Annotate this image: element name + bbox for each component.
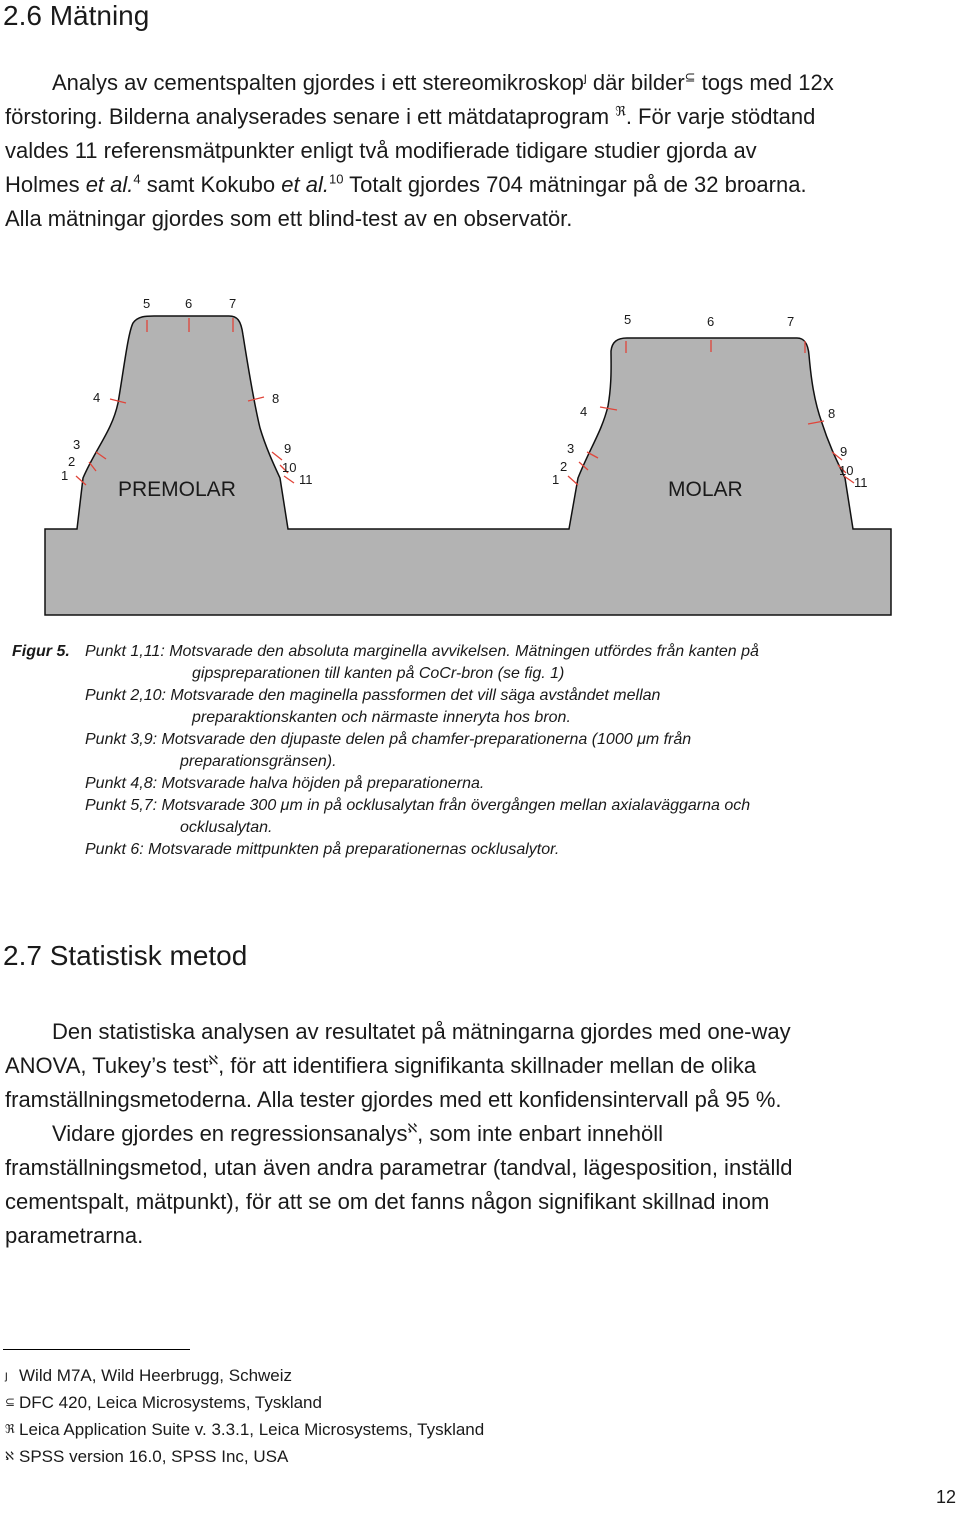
paragraph-line bbox=[5, 168, 945, 202]
point-number-label: 8 bbox=[272, 391, 280, 406]
caption-point-text: Punkt 1,11: Motsvarade den absoluta marginella avvikelsen. Mätningen utfördes från kanten på bbox=[85, 643, 759, 660]
footnote-mark: ⊆ bbox=[5, 1395, 16, 1409]
footnote-text: Leica Application Suite v. 3.3.1, Leica Microsystems, Tyskland bbox=[19, 1420, 485, 1439]
premolar-label: PREMOLAR bbox=[118, 478, 236, 501]
caption-row bbox=[12, 641, 942, 663]
caption-row bbox=[12, 839, 942, 861]
point-number-label: 4 bbox=[93, 390, 101, 405]
paragraph-line bbox=[5, 1083, 945, 1117]
text-run: Alla mätningar gjordes som ett blind-test av en observatör. bbox=[5, 206, 573, 231]
footnote-mark: ℜ bbox=[615, 103, 626, 119]
footnote-item bbox=[5, 1416, 484, 1443]
footnotes bbox=[5, 1362, 484, 1470]
figure-caption bbox=[12, 641, 942, 861]
caption-point-text: Punkt 5,7: Motsvarade 300 μm in på ocklusalytan från övergången mellan axialaväggarna och bbox=[85, 797, 751, 814]
paragraph-statistisk-metod bbox=[5, 1015, 945, 1253]
caption-row bbox=[12, 685, 942, 707]
text-run: framställningsmetoderna. Alla tester gjordes med ett konfidensintervall på 95 %. bbox=[5, 1087, 782, 1112]
measurement-point-marker bbox=[284, 476, 294, 483]
molar-label: MOLAR bbox=[668, 478, 743, 501]
paragraph-line bbox=[5, 100, 945, 134]
paragraph-line bbox=[5, 1117, 945, 1151]
text-run: förstoring. Bilderna analyserades senare i ett mätdataprogram bbox=[5, 104, 616, 129]
footnote-mark: ℜ bbox=[5, 1422, 15, 1436]
footnote-text: Wild M7A, Wild Heerbrugg, Schweiz bbox=[19, 1366, 293, 1385]
point-number-label: 1 bbox=[61, 468, 69, 483]
footnote-text: DFC 420, Leica Microsystems, Tyskland bbox=[19, 1393, 322, 1412]
citation-mark: 4 bbox=[133, 171, 141, 187]
text-run: där bilder bbox=[586, 70, 685, 95]
text-run: cementspalt, mätpunkt), för att se om det fanns någon signifikant skillnad inom bbox=[5, 1189, 770, 1214]
measurement-point-marker bbox=[568, 476, 578, 485]
text-run: parametrarna. bbox=[5, 1223, 144, 1248]
point-number-label: 2 bbox=[560, 459, 568, 474]
text-run: ANOVA, Tukey’s test bbox=[5, 1053, 209, 1078]
text-run: framställningsmetod, utan även andra parametrar (tandval, lägesposition, inställd bbox=[5, 1155, 793, 1180]
footnote-mark: ℵ bbox=[407, 1120, 418, 1136]
caption-point-text: Punkt 6: Motsvarade mittpunkten på preparationernas ocklusalytor. bbox=[85, 841, 560, 858]
text-run: . För varje stödtand bbox=[625, 104, 816, 129]
point-number-label: 4 bbox=[580, 404, 588, 419]
paragraph-line bbox=[5, 1151, 945, 1185]
footnote-mark: ȷ bbox=[583, 69, 587, 85]
measurement-point-marker bbox=[272, 452, 282, 460]
text-run: , som inte enbart innehöll bbox=[417, 1121, 663, 1146]
paragraph-line bbox=[5, 1219, 945, 1253]
caption-point-text: Punkt 4,8: Motsvarade halva höjden på preparationerna. bbox=[85, 775, 485, 792]
caption-point-text: Punkt 3,9: Motsvarade den djupaste delen på chamfer-preparationerna (1000 μm från bbox=[85, 731, 692, 748]
text-run: , för att identifiera signifikanta skillnader mellan de olika bbox=[218, 1053, 757, 1078]
caption-point-continuation: gipspreparationen till kanten på CoCr-bron (se fig. 1) bbox=[192, 665, 565, 682]
point-number-label: 11 bbox=[299, 472, 313, 487]
citation-mark: 10 bbox=[328, 171, 344, 187]
point-number-label: 6 bbox=[707, 314, 715, 329]
caption-point-continuation: preparaktionskanten och närmaste inneryta hos bron. bbox=[192, 709, 571, 726]
footnote-item bbox=[5, 1389, 484, 1416]
point-number-label: 2 bbox=[68, 454, 76, 469]
caption-row bbox=[12, 729, 942, 751]
section-heading-statistisk-metod: 2.7 Statistisk metod bbox=[3, 940, 248, 971]
point-number-label: 5 bbox=[143, 296, 151, 311]
text-run: Vidare gjordes en regressionsanalys bbox=[52, 1121, 408, 1146]
point-number-label: 3 bbox=[567, 441, 575, 456]
figure-tooth-diagram bbox=[44, 293, 892, 623]
point-number-label: 5 bbox=[624, 312, 632, 327]
point-number-label: 7 bbox=[787, 314, 795, 329]
point-number-label: 8 bbox=[828, 406, 836, 421]
caption-row bbox=[12, 795, 942, 817]
point-number-label: 10 bbox=[839, 463, 854, 478]
point-number-label: 6 bbox=[185, 296, 193, 311]
text-run: valdes 11 referensmätpunkter enligt två modifierade tidigare studier gjorda av bbox=[5, 138, 757, 163]
point-number-label: 9 bbox=[840, 444, 848, 459]
footnote-mark: ℵ bbox=[208, 1052, 219, 1068]
paragraph-line bbox=[5, 66, 945, 100]
footnote-item bbox=[5, 1443, 484, 1470]
caption-row bbox=[12, 773, 942, 795]
paragraph-line bbox=[5, 1185, 945, 1219]
point-number-label: 1 bbox=[552, 472, 560, 487]
caption-point-text: Punkt 2,10: Motsvarade den maginella passformen det vill säga avståndet mellan bbox=[85, 687, 661, 704]
point-number-label: 10 bbox=[282, 460, 297, 475]
footnote-mark: ȷ bbox=[5, 1368, 8, 1382]
tooth-profile-shape bbox=[45, 316, 891, 615]
paragraph-matning bbox=[5, 66, 945, 236]
text-run: Totalt gjordes 704 mätningar på de 32 broarna. bbox=[343, 172, 807, 197]
section-heading-matning: 2.6 Mätning bbox=[3, 0, 150, 31]
text-run-italic: et al. bbox=[85, 172, 134, 197]
point-number-label: 11 bbox=[854, 475, 868, 490]
footnote-mark: ⊆ bbox=[684, 69, 696, 85]
point-number-label: 7 bbox=[229, 296, 237, 311]
caption-point-continuation: preparationsgränsen). bbox=[180, 753, 337, 770]
page-number: 12 bbox=[935, 1487, 956, 1507]
footnote-item bbox=[5, 1362, 484, 1389]
paragraph-line bbox=[5, 1049, 945, 1083]
paragraph-line bbox=[5, 134, 945, 168]
caption-label: Figur 5. bbox=[12, 643, 70, 660]
paragraph-line bbox=[5, 1015, 945, 1049]
point-number-label: 3 bbox=[73, 437, 81, 452]
text-run: Holmes bbox=[5, 172, 86, 197]
caption-point-continuation: ocklusalytan. bbox=[180, 819, 273, 836]
point-number-label: 9 bbox=[284, 441, 292, 456]
text-run: samt Kokubo bbox=[140, 172, 282, 197]
footnote-mark: ℵ bbox=[5, 1449, 14, 1463]
paragraph-line bbox=[5, 202, 945, 236]
tooth-diagram-svg bbox=[44, 293, 892, 623]
text-run-italic: et al. bbox=[281, 172, 329, 197]
text-run: togs med 12x bbox=[695, 70, 834, 95]
footnote-separator bbox=[3, 1349, 190, 1350]
text-run: Den statistiska analysen av resultatet på mätningarna gjordes med one-way bbox=[52, 1019, 791, 1044]
footnote-text: SPSS version 16.0, SPSS Inc, USA bbox=[19, 1447, 289, 1466]
text-run: Analys av cementspalten gjordes i ett stereomikroskop bbox=[52, 70, 584, 95]
